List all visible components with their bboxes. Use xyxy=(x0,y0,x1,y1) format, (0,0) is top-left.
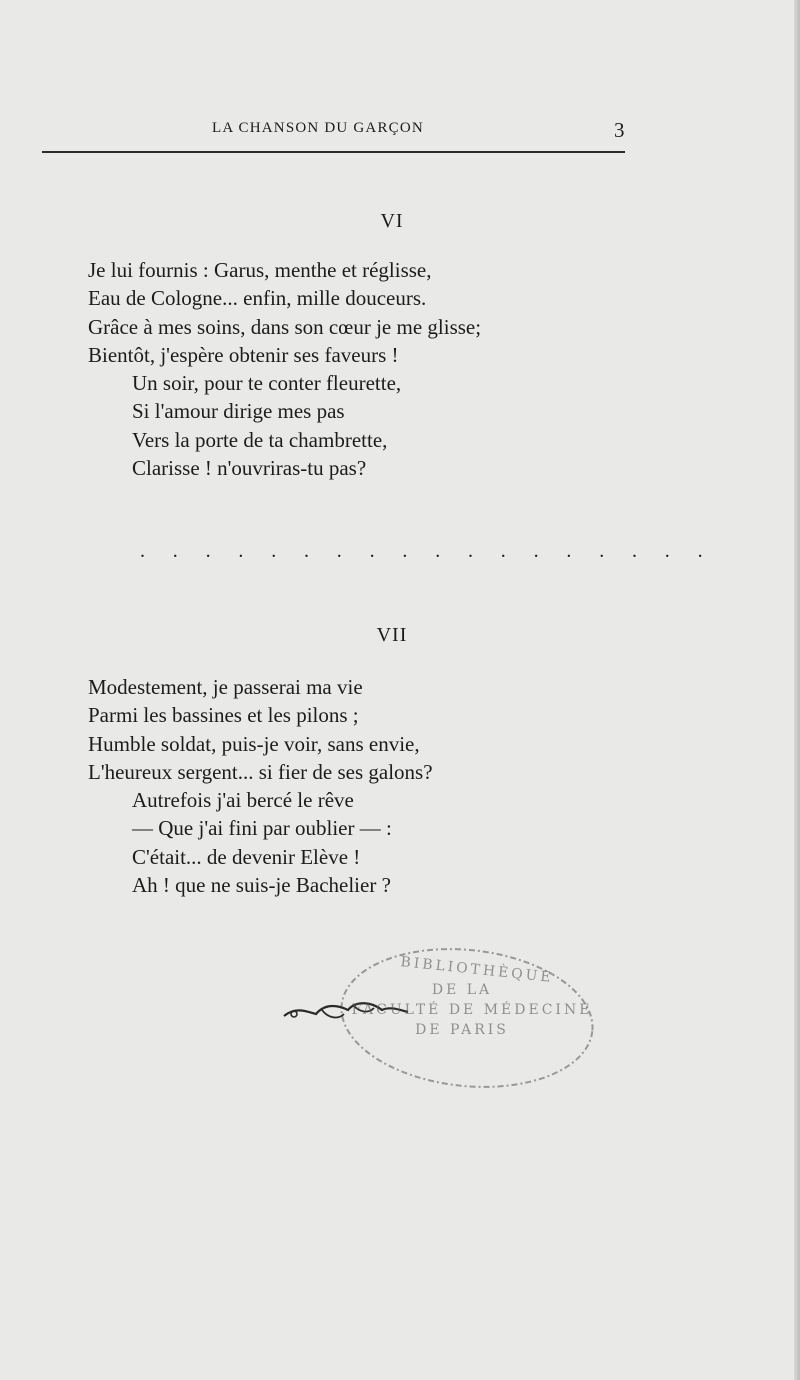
header-rule xyxy=(42,151,625,153)
verse-line: Parmi les bassines et les pilons ; xyxy=(88,703,359,728)
verse-line: Humble soldat, puis-je voir, sans envie, xyxy=(88,731,420,756)
verse-line: C'était... de devenir Elève ! xyxy=(132,844,361,869)
verse-line: Grâce à mes soins, dans son cœur je me glisse; xyxy=(88,314,482,339)
verse-line: Vers la porte de ta chambrette, xyxy=(132,427,388,452)
ellipsis-separator: . . . . . . . . . . . . . . . . . . xyxy=(140,540,714,562)
verse-line: Modestement, je passerai ma vie xyxy=(88,675,363,699)
verse-line: Clarisse ! n'ouvriras-tu pas? xyxy=(132,456,367,481)
verse-line: Bientôt, j'espère obtenir ses faveurs ! xyxy=(88,342,399,367)
verse-line: Je lui fournis : Garus, menthe et réglisse, xyxy=(88,258,432,282)
verse-line: Si l'amour dirige mes pas xyxy=(132,399,345,424)
page-number: 3 xyxy=(614,118,625,142)
verse-line: Autrefois j'ai bercé le rêve xyxy=(132,788,354,813)
stanza-number-vi: VI xyxy=(380,210,404,232)
stamp-lettering: BIBLIOTHÈQUE DE LA FACULTÉ DE MÉDECINE DE PARIS xyxy=(351,954,593,1038)
library-stamp xyxy=(282,940,602,1100)
running-title: LA CHANSON DU GARÇON xyxy=(212,120,424,136)
verse-line: Ah ! que ne suis-je Bachelier ? xyxy=(132,873,391,898)
verse-line: Un soir, pour te conter fleurette, xyxy=(132,371,402,396)
verse-line: L'heureux sergent... si fier de ses galons? xyxy=(88,759,433,784)
verse-line: Eau de Cologne... enfin, mille douceurs. xyxy=(88,286,427,311)
stanza-vi xyxy=(88,256,481,482)
page-edge xyxy=(794,0,800,1380)
stanza-number-vii: VII xyxy=(376,624,408,646)
verse-line: — Que j'ai fini par oublier — : xyxy=(132,816,392,841)
stanza-vii xyxy=(88,673,433,899)
